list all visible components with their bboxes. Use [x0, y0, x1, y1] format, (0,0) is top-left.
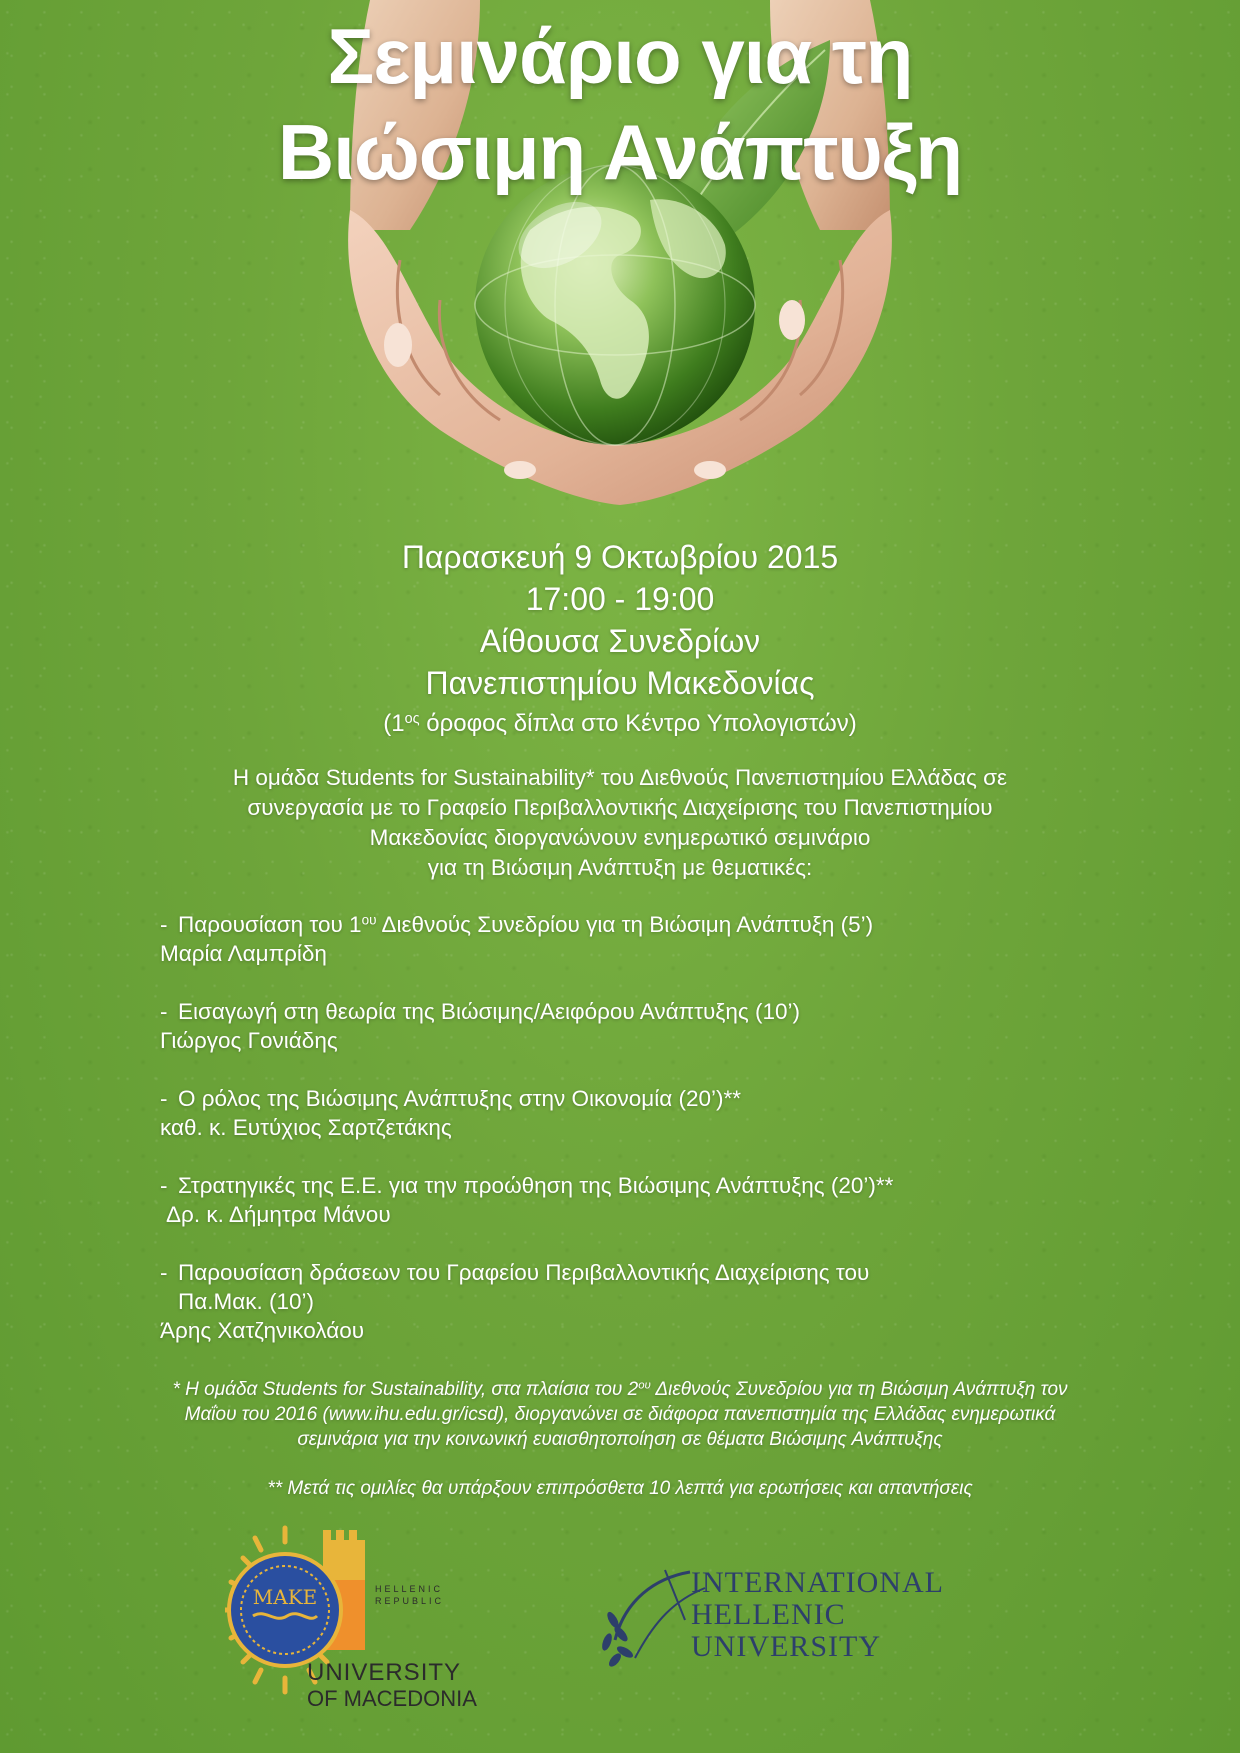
- topic-item-5: [160, 1258, 1080, 1345]
- footnote-2: ** Μετά τις ομιλίες θα υπάρξουν επιπρόσθετα 10 λεπτά για ερωτήσεις και απαντήσεις: [267, 1478, 973, 1499]
- footnote-text: Διεθνούς Συνεδρίου για τη Βιώσιμη Ανάπτυξη τον: [650, 1379, 1068, 1400]
- topic-title-part: Παρουσίαση δράσεων του Γραφείου Περιβαλλοντικής Διαχείρισης του: [178, 1260, 870, 1285]
- uom-hellenic-text: HELLENIC: [375, 1584, 444, 1594]
- topic-title: Εισαγωγή στη θεωρία της Βιώσιμης/Αειφόρου Ανάπτυξης (10’): [178, 999, 801, 1024]
- topic-dash: -: [160, 912, 168, 937]
- floor-text-rest: όροφος δίπλα στο Κέντρο Υπολογιστών): [419, 710, 857, 737]
- title-line-2: Βιώσιμη Ανάπτυξη: [277, 108, 963, 196]
- topic-item-1: [160, 910, 1080, 968]
- ihu-name-line-3: UNIVERSITY: [691, 1630, 881, 1663]
- international-hellenic-university-logo: [595, 1560, 975, 1670]
- poster-title: [0, 8, 1240, 200]
- event-date: Παρασκευή 9 Οκτωβρίου 2015: [401, 539, 839, 575]
- event-details: [0, 536, 1240, 742]
- topic-speaker: Γιώργος Γονιάδης: [160, 1028, 338, 1053]
- topic-dash: -: [160, 999, 168, 1024]
- topic-speaker: καθ. κ. Ευτύχιος Σαρτζετάκης: [160, 1115, 452, 1140]
- uom-name-line-1: UNIVERSITY: [307, 1659, 462, 1686]
- ihu-name-line-1: INTERNATIONAL: [691, 1566, 944, 1599]
- topic-speaker: Δρ. κ. Δήμητρα Μάνου: [166, 1202, 391, 1227]
- topic-title: [178, 1258, 869, 1316]
- topic-speaker: Άρης Χατζηνικολάου: [160, 1318, 365, 1343]
- topic-title: Στρατηγικές της Ε.Ε. για την προώθηση της Βιώσιμης Ανάπτυξης (20’)**: [178, 1173, 894, 1198]
- uom-republic-text: REPUBLIC: [375, 1596, 445, 1606]
- topic-speaker: Μαρία Λαμπρίδη: [160, 941, 327, 966]
- topic-title-part: Διεθνούς Συνεδρίου για τη Βιώσιμη Ανάπτυξη (5’): [376, 912, 874, 937]
- topic-title-part: Παρουσίαση του 1: [178, 912, 362, 937]
- ihu-name-line-2: HELLENIC: [691, 1598, 846, 1631]
- footnote-text: * Η ομάδα Students for Sustainability, στα πλαίσια του 2: [172, 1379, 639, 1400]
- topic-title: [178, 910, 873, 939]
- event-floor: [0, 706, 1240, 742]
- university-of-macedonia-logo: [225, 1520, 500, 1710]
- event-venue: Αίθουσα Συνεδρίων: [479, 623, 761, 659]
- floor-text-open: (1: [383, 710, 405, 737]
- footnotes: [60, 1377, 1180, 1501]
- topic-dash: -: [160, 1260, 168, 1285]
- topic-item-3: [160, 1084, 1080, 1142]
- topic-title-ordinal: ου: [361, 912, 377, 928]
- uom-name-line-2: OF MACEDONIA: [307, 1686, 477, 1710]
- footnote-1: [60, 1377, 1180, 1452]
- title-line-1: Σεμινάριο για τη: [327, 12, 913, 100]
- topic-dash: -: [160, 1173, 168, 1198]
- topic-dash: -: [160, 1086, 168, 1111]
- intro-line: Η ομάδα Students for Sustainability* του Διεθνούς Πανεπιστημίου Ελλάδας σε: [232, 765, 1008, 790]
- footnote-ordinal: ου: [638, 1379, 651, 1392]
- uom-seal-text: ΜΑΚΕ: [252, 1585, 318, 1609]
- topic-title: Ο ρόλος της Βιώσιμης Ανάπτυξης στην Οικονομία (20’)**: [178, 1086, 741, 1111]
- topic-item-4: [160, 1171, 1080, 1229]
- event-time: 17:00 - 19:00: [525, 581, 715, 617]
- topics-list: [160, 910, 1080, 1374]
- footnote-text: σεμινάρια για την κοινωνική ευαισθητοποίηση σε θέματα Βιώσιμης Ανάπτυξης: [297, 1429, 943, 1450]
- intro-line: Μακεδονίας διοργανώνουν ενημερωτικό σεμινάριο: [369, 825, 871, 850]
- intro-paragraph: [100, 763, 1140, 883]
- intro-line: για τη Βιώσιμη Ανάπτυξη με θεματικές:: [427, 855, 813, 880]
- topic-title-part: Πα.Μακ. (10’): [178, 1289, 315, 1314]
- floor-ordinal: ος: [404, 711, 420, 728]
- footnote-text: Μαΐου του 2016 (www.ihu.edu.gr/icsd), διοργανώνει σε διάφορα πανεπιστημία της Ελλάδας ενημερωτικά: [184, 1404, 1056, 1425]
- event-institution: Πανεπιστημίου Μακεδονίας: [425, 665, 815, 701]
- topic-item-2: [160, 997, 1080, 1055]
- intro-line: συνεργασία με το Γραφείο Περιβαλλοντικής Διαχείρισης του Πανεπιστημίου: [247, 795, 993, 820]
